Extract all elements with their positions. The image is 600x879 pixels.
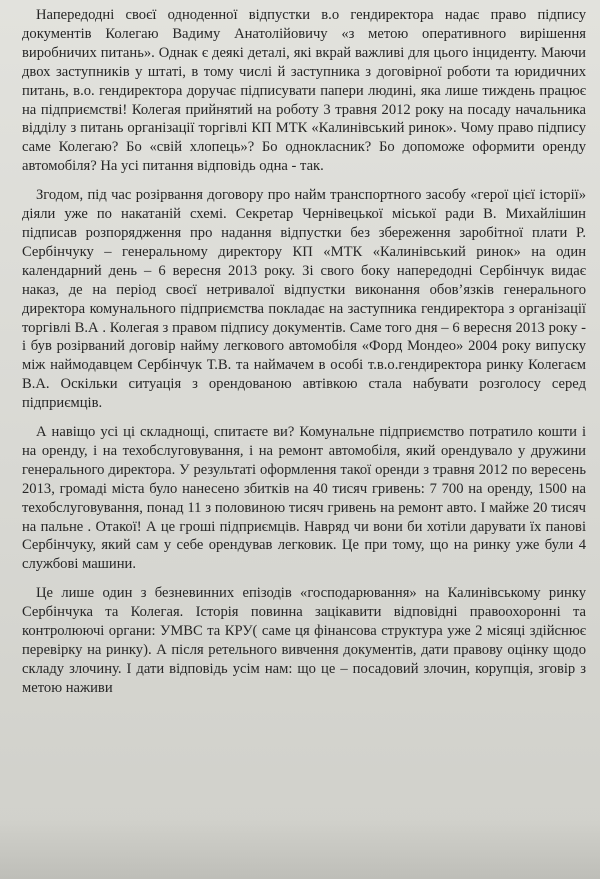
paragraph-4: Це лише один з безневинних епізодів «господарювання» на Калинівському ринку Сербінчука та Колегая. Історія повинна зацікавити відповідні правоохоронні та контролюючі органи: УМВС та КРУ( саме ця фінансова структура уже 2 місяці здійснює перевірку на ринку). А після ретельного вивчення документів, дати правову оцінку щодо складу злочину. І дати відповідь усім нам: що це – посадовий злочин, корупція, зговір з метою наживи [22, 585, 586, 696]
paragraph-2: Згодом, під час розірвання договору про найм транспортного засобу «герої цієї історії» діяли уже по накатаній схемі. Секретар Чернівецької міської ради В. Михайлішин підписав розпорядження про надання відпустки без збереження заробітної плати Р. Сербінчуку – генеральному директору КП «МТК «Калинівський ринок» на один календарний день – 6 вересня 2013 року. Зі свого боку напередодні Сербінчук видає наказ, де на період своєї нетривалої відпустки виконання обов’язків генерального директора комунального підприємства покладає на заступника гендиректора з організації торгівлі В.А . Колегая з правом підпису документів. Саме того дня – 6 вересня 2013 року - і був розірваний договір найму легкового автомобіля «Форд Мондео» 2004 року випуску між наймодавцем Сербінчук Т.В. та наймачем в особі т.в.о.гендиректора ринку Колегаєм В.А. Оскільки ситуація з орендованою автівкою стала набувати розголосу серед підприємців. [22, 187, 586, 412]
paragraph-1: Напередодні своєї одноденної відпустки в.о гендиректора надає право підпису документів Колегаю Вадиму Анатолійовичу «з метою оперативного вирішення виробничих питань». Однак є деякі деталі, які вкрай важливі для цього інциденту. Маючи двох заступників у штаті, в тому числі й заступника з договірної роботи та юридичних питань, в.о. гендиректора доручає підписувати папери людині, яка лише тиждень працює на підприємстві! Колегая прийнятий на роботу 3 травня 2012 року на посаду начальника відділу з питань організації торгівлі КП МТК «Калинівський ринок». Чому право підпису саме Колегаю? Бо «свій хлопець»? Бо однокласник? Бо допоможе оформити оренду автомобіля? На усі питання відповідь одна - так. [22, 7, 586, 175]
paragraph-3: А навіщо усі ці складнощі, спитаєте ви? Комунальне підприємство потратило кошти і на оренду, і на техобслуговування, і на ремонт автомобіля, який орендувало у дружини генерального директора. У результаті оформлення такої оренди з травня 2012 по вересень 2013, громаді міста було нанесено збитків на 40 тисяч гривень: 7 700 на оренду, 1500 на техобслуговування, понад 11 з половиною тисяч гривень на ремонт авто. І майже 20 тисяч на пальне . Отакої! А це гроші підприємців. Навряд чи вони би хотіли дарувати їх панові Сербінчуку, який сам у себе орендував легковик. Це при тому, що на ринку уже були 4 службові машини. [22, 424, 586, 573]
